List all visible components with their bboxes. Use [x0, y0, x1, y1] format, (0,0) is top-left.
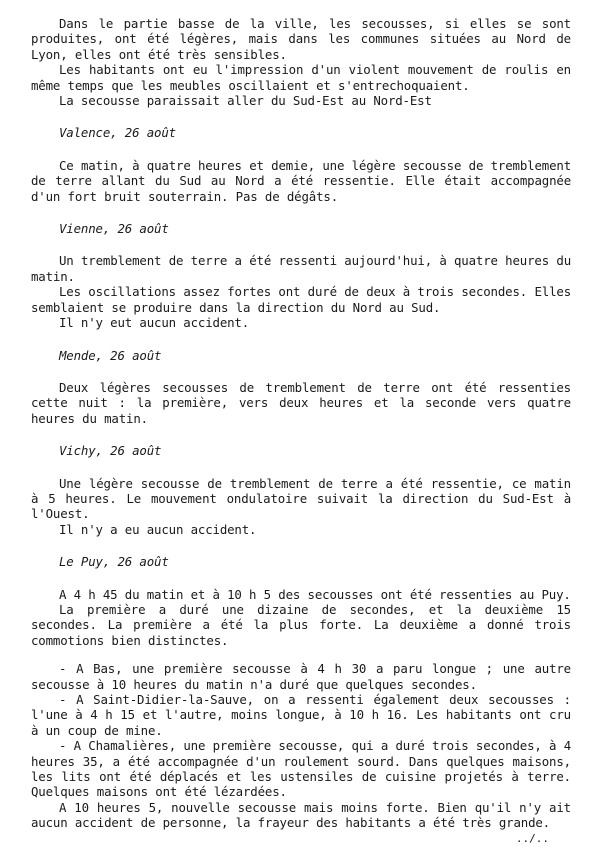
paragraph: A 4 h 45 du matin et à 10 h 5 des secousses ont été ressenties au Puy.: [59, 586, 571, 602]
paragraph: La première a duré une dizaine de secondes, et la deuxième 15 secondes. La première a été la plus forte. La deuxième a donné trois commotions bien distinctes.: [31, 601, 571, 648]
paragraph: Ce matin, à quatre heures et demie, une légère secousse de tremblement de terre allant du Sud au Nord a été ressentie. Elle était accompagnée d'un fort bruit souterrain. Pas de dégâts.: [31, 157, 571, 204]
document-page: [31, 16, 571, 831]
paragraph: Un tremblement de terre a été ressenti aujourd'hui, à quatre heures du matin.: [31, 253, 571, 284]
paragraph: Les habitants ont eu l'impression d'un violent mouvement de roulis en même temps que les meubles oscillaient et s'entrechoquaient.: [31, 62, 571, 93]
paragraph: Il n'y a eu aucun accident.: [59, 521, 257, 537]
section-heading-le-puy: Le Puy, 26 août: [59, 554, 169, 570]
paragraph: Les oscillations assez fortes ont duré de deux à trois secondes. Elles semblaient se produire dans la direction du Nord au Sud.: [31, 284, 571, 315]
paragraph: La secousse paraissait aller du Sud-Est au Nord-Est: [59, 93, 432, 109]
paragraph: - A Chamalières, une première secousse, qui a duré trois secondes, à 4 heures 35, a été accompagnée d'un roulement sourd. Dans quelques maisons, les lits ont été déplacés et les ustensiles de cuisine projetés à terre. Quelques maisons ont été lézardées.: [31, 738, 571, 800]
paragraph: Deux légères secousses de tremblement de terre ont été ressenties cette nuit : la première, vers deux heures et la seconde vers quatre heures du matin.: [31, 379, 571, 426]
section-heading-valence: Valence, 26 août: [59, 125, 176, 141]
page-continuation-marker: ../..: [515, 832, 549, 845]
paragraph: A 10 heures 5, nouvelle secousse mais moins forte. Bien qu'il n'y ait aucun accident de personne, la frayeur des habitants a été très grande.: [31, 799, 571, 831]
paragraph: Une légère secousse de tremblement de terre a été ressentie, ce matin à 5 heures. Le mouvement ondulatoire suivait la direction du Sud-Est à l'Ouest.: [31, 475, 571, 522]
section-heading-vichy: Vichy, 26 août: [59, 443, 162, 459]
section-heading-vienne: Vienne, 26 août: [59, 221, 169, 237]
paragraph: Il n'y eut aucun accident.: [59, 315, 250, 331]
paragraph: - A Bas, une première secousse à 4 h 30 a paru longue ; une autre secousse à 10 heures du matin n'a duré que quelques secondes.: [31, 661, 571, 692]
section-heading-mende: Mende, 26 août: [59, 347, 162, 363]
paragraph: - A Saint-Didier-la-Sauve, on a ressenti également deux secousses : l'une à 4 h 15 et l'autre, moins longue, à 10 h 16. Les habitants ont cru à un coup de mine.: [31, 692, 571, 738]
paragraph: Dans le partie basse de la ville, les secousses, si elles se sont produites, ont été légères, mais dans les communes situées au Nord de Lyon, elles ont été très sensibles.: [31, 16, 571, 62]
